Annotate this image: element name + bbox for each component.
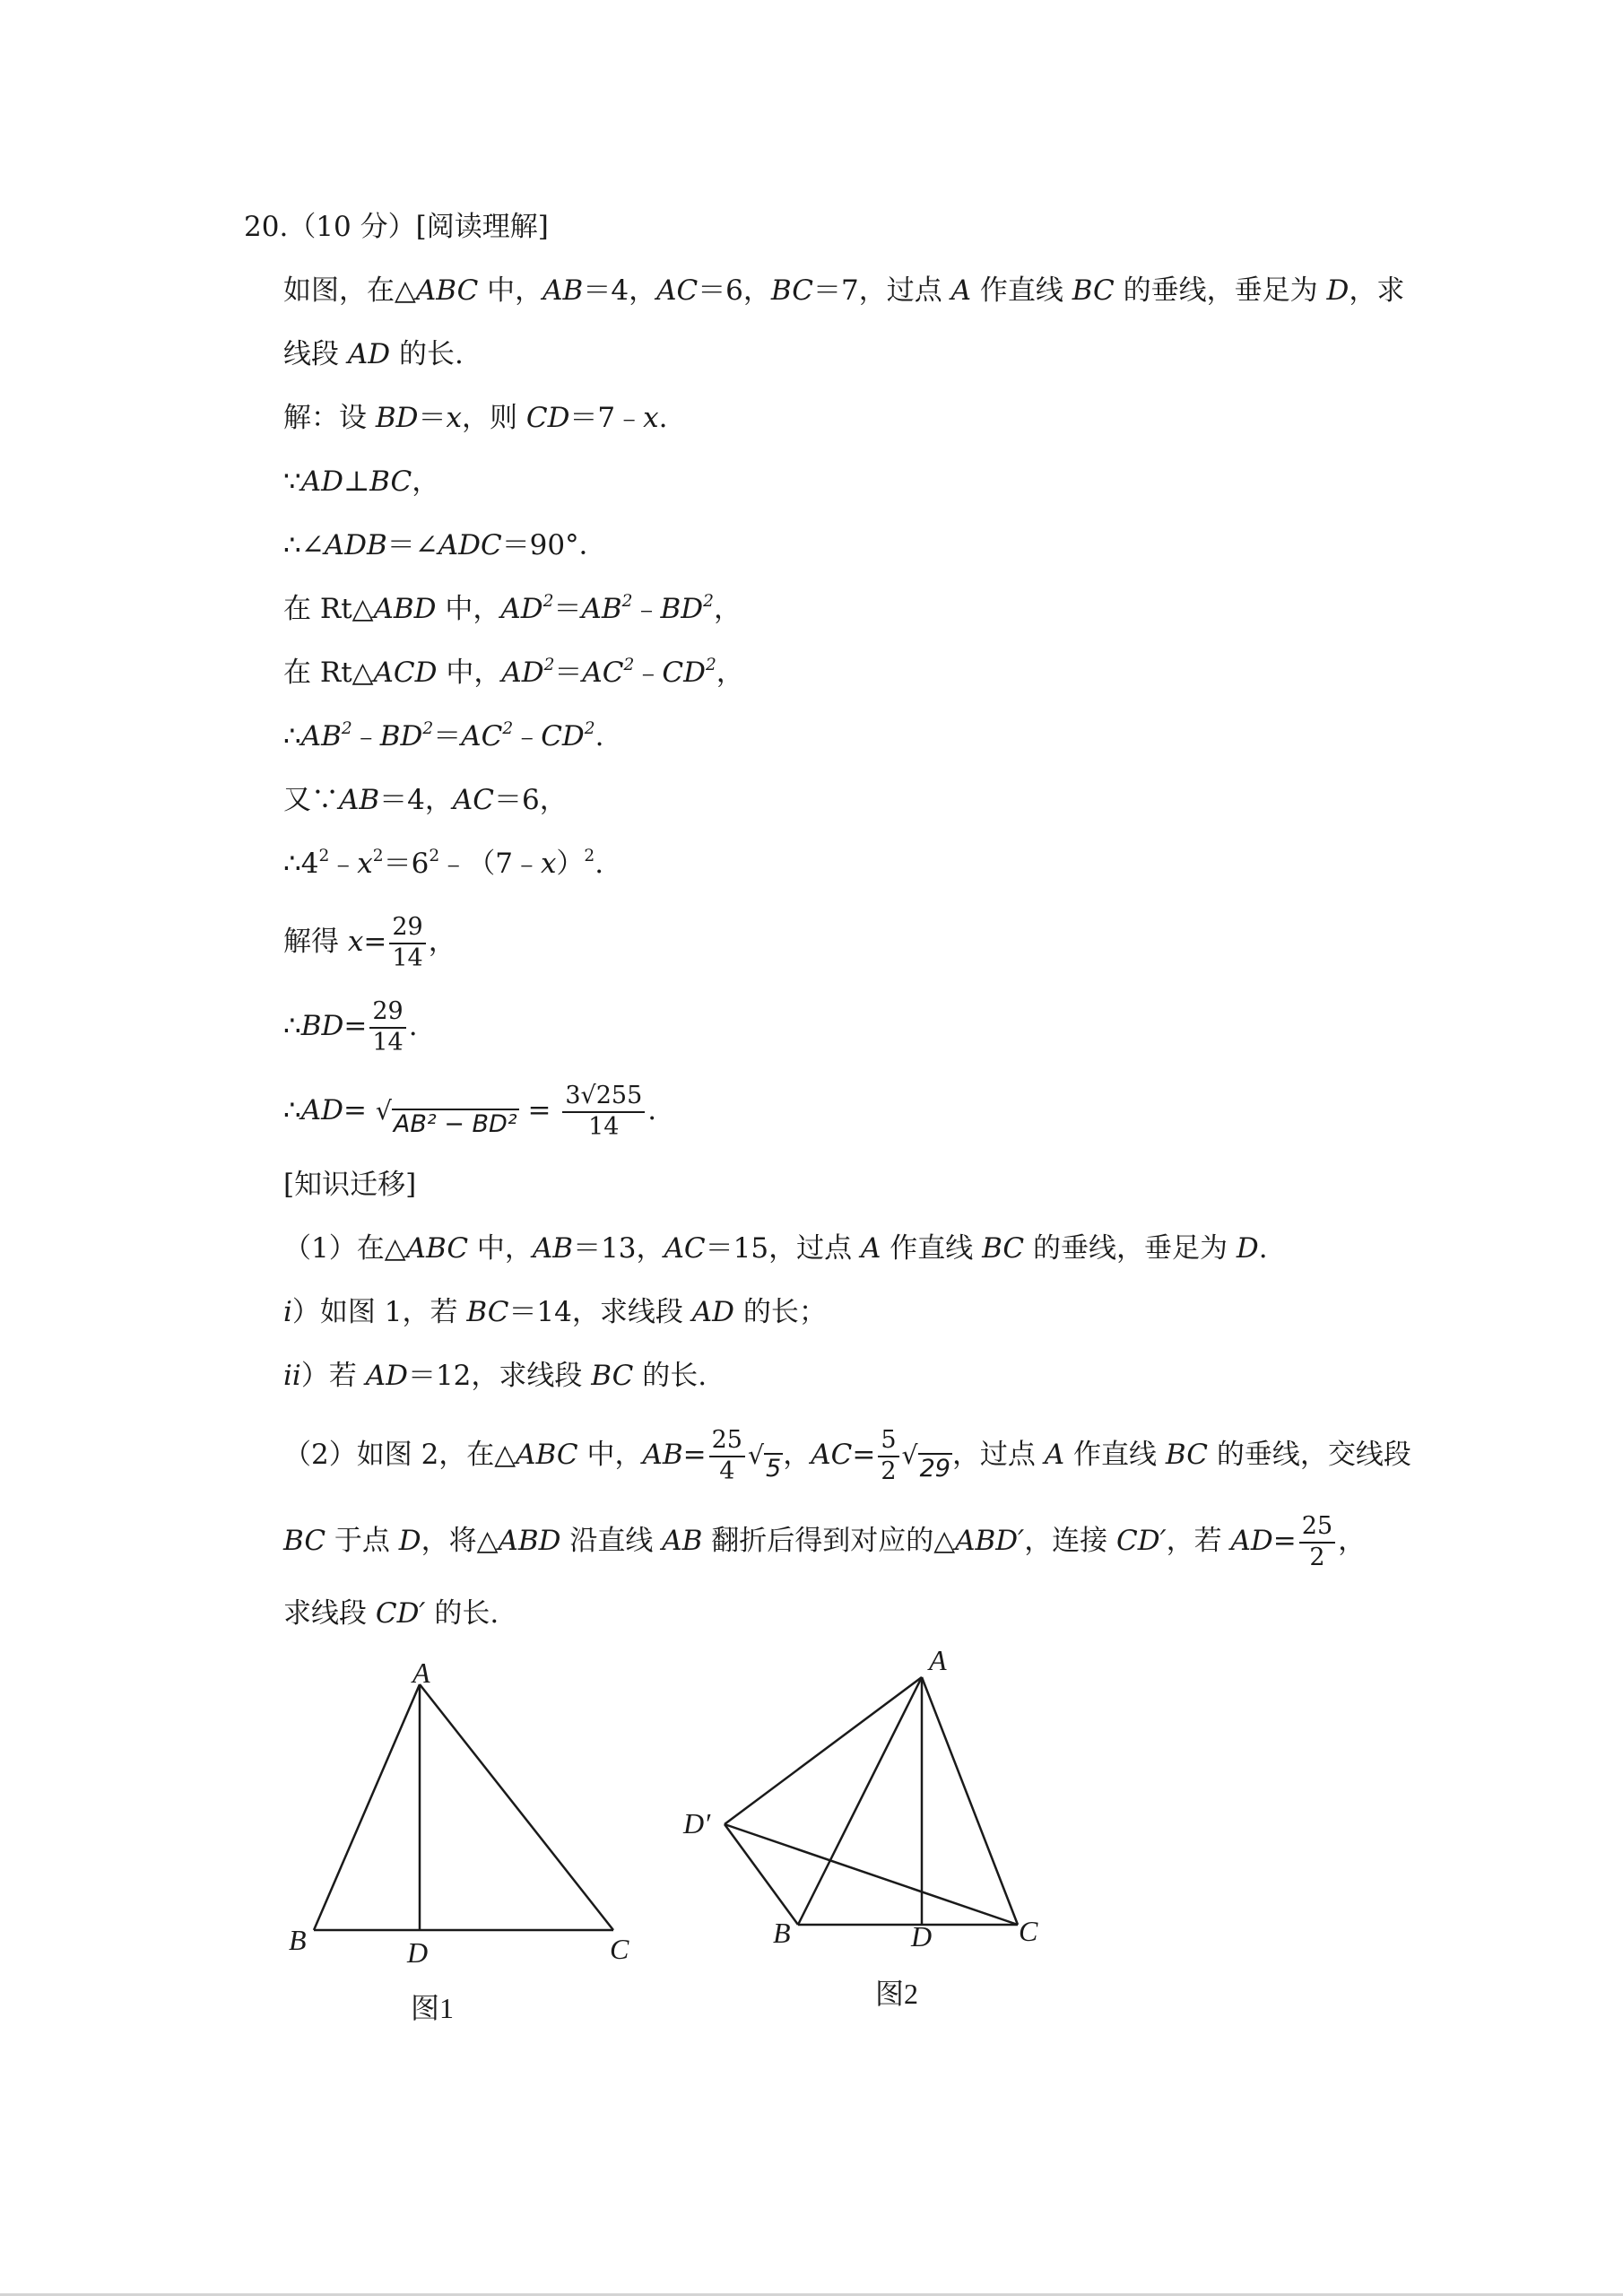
text-run: ＝7﹣ — [569, 402, 644, 434]
transfer-part1-ii: ii）若 AD＝12，求线段 BC 的长. — [283, 1360, 707, 1392]
transfer-part1-i: i）如图 1，若 BC＝14，求线段 AD 的长； — [283, 1296, 827, 1328]
text-run: 的垂线，垂足为 — [1024, 1232, 1237, 1265]
text-run: . — [1258, 1232, 1268, 1265]
sub-label: ii — [283, 1360, 301, 1392]
transfer-part2-line2: BC 于点 D，将△ABD 沿直线 AB 翻折后得到对应的△ABD′，连接 CD′，若 AD= $\frac{25}{2}$ ， — [283, 1512, 1367, 1571]
triangle-name: ABC — [415, 274, 479, 307]
segment-bc: BC — [770, 274, 813, 307]
text-run: 线段 — [283, 338, 348, 370]
solution-line5: 在 Rt△ACD 中，$AD^2=AC^2﹣CD^2$， — [283, 655, 744, 689]
text-run: 作直线 — [881, 1232, 983, 1265]
fraction-5-2 — [878, 1428, 898, 1484]
denominator: 2 — [1309, 1543, 1325, 1571]
solution-line1 — [283, 404, 668, 432]
text-run: 又∵ — [283, 784, 339, 816]
text-run: ）若 — [300, 1360, 366, 1392]
label-b: B — [773, 1917, 791, 1949]
text-run: 求线段 — [283, 1597, 376, 1630]
sqrt-29: √ 29 — [901, 1440, 950, 1483]
denominator: 14 — [372, 1028, 404, 1057]
equation: $AD^2$ — [501, 655, 555, 689]
text-run: ，将△ — [421, 1525, 499, 1557]
text-run: 中， — [437, 657, 502, 689]
text-run: ＝∠ — [386, 529, 438, 561]
transfer-heading: [知识迁移] — [283, 1169, 417, 1201]
text-run: 的垂线，垂足为 — [1114, 274, 1327, 307]
var-x: x — [643, 402, 659, 434]
label-d: D — [911, 1920, 933, 1952]
transfer-part1: （1）在△ABC 中，AB＝13，AC＝15，过点 A 作直线 BC 的垂线，垂足为 D. — [283, 1232, 1268, 1265]
figure-1-caption: 图1 — [411, 1992, 455, 2024]
angle-adc: ADC — [438, 529, 502, 561]
text-run: 中， — [577, 1439, 643, 1471]
radicand: 5 — [766, 1455, 782, 1483]
segment-ac — [420, 1684, 613, 1930]
text-run: ＝7，过点 — [813, 274, 951, 307]
numerator: 25 — [709, 1428, 745, 1457]
solution-line3 — [283, 529, 607, 561]
segment-ac: AC — [656, 274, 699, 307]
label-b: B — [289, 1924, 307, 1956]
point-a: A — [950, 274, 971, 307]
text-run: 作直线 — [970, 274, 1072, 307]
solution-line9: 解得 x= $\frac{29}{14}$ ， — [283, 913, 456, 972]
segment-bd: BD — [375, 402, 419, 434]
text-run: ＝ — [418, 402, 447, 434]
segment-ad: AD — [347, 338, 391, 370]
numerator: 29 — [369, 999, 405, 1028]
text-run: ＝15，过点 — [705, 1232, 861, 1265]
perpendicular-statement: AD⊥BC — [300, 465, 412, 498]
fraction-25-4 — [709, 1428, 745, 1484]
text-run: 的长； — [734, 1296, 827, 1328]
segment-ac — [922, 1677, 1018, 1925]
transfer-part2-line1: （2）如图 2，在△ABC 中，AB= $\frac{25}{4}$ √ 5 ，AC= $\frac{5}{2}$ √ 29 ，过点 A 作直线 BC 的垂线，交线段 — [283, 1426, 1411, 1485]
text-run: 沿直线 — [560, 1525, 663, 1557]
question-points: （10 分） — [288, 211, 416, 243]
text-run: ，求 — [1349, 274, 1405, 307]
fraction-29-14 — [369, 999, 405, 1056]
text-run: （2）如图 2，在△ — [283, 1439, 516, 1471]
text-run: 于点 — [325, 1525, 399, 1557]
denominator: 14 — [588, 1112, 620, 1141]
text-run: 的垂线，交线段 — [1207, 1439, 1411, 1471]
denominator: 4 — [719, 1457, 735, 1485]
solution-line10: ∴BD= $\frac{29}{14}$ . — [283, 997, 418, 1057]
text-run: 在 Rt△ — [283, 593, 374, 625]
text-run: 的长. — [390, 338, 464, 370]
figure-1 — [269, 1659, 664, 2045]
point-d: D — [1326, 274, 1350, 307]
angle-adb: ADB — [324, 529, 387, 561]
label-c: C — [1019, 1915, 1038, 1947]
question-header — [244, 213, 549, 241]
text-run: 解得 — [283, 926, 348, 958]
fraction-29-14 — [389, 915, 425, 971]
text-run: 中， — [468, 1232, 533, 1265]
text-run: 翻折后得到对应的△ — [702, 1525, 956, 1557]
reading-intro-line1 — [283, 274, 1405, 307]
solution-line6: $\therefore AB^2﹣BD^2=AC^2﹣CD^2$. — [283, 718, 604, 752]
numerator: 5 — [878, 1428, 898, 1457]
section-reading-label: [阅读理解] — [415, 211, 549, 243]
solution-line8: $\therefore 4^2﹣x^2=6^2﹣(7﹣x)^2$. — [283, 846, 604, 880]
text-run: ，则 — [461, 402, 526, 434]
text-run: 在 Rt△ — [283, 657, 374, 689]
segment-cd-prime — [725, 1824, 1018, 1925]
sub-label: i — [283, 1296, 292, 1328]
segment-ab — [798, 1677, 922, 1925]
segment-ab: AB — [542, 274, 584, 307]
text-run: 的长. — [425, 1597, 499, 1630]
text-run: 中， — [478, 274, 543, 307]
segment-bd-prime — [725, 1824, 798, 1925]
solution-line11: ∴AD= √ AB² − BD² = $\frac{3√255}{14}$ . — [283, 1082, 657, 1141]
text-run: ＝4， — [583, 274, 657, 307]
label-c: C — [610, 1933, 629, 1965]
solution-line2 — [283, 465, 440, 498]
equation: $AD^2$ — [500, 591, 554, 625]
text-run: ， — [412, 465, 440, 498]
label-d-prime: D′ — [683, 1807, 711, 1839]
segment-ab — [314, 1684, 420, 1930]
label-a: A — [929, 1644, 947, 1676]
label-d: D — [407, 1936, 429, 1969]
var-x: x — [446, 402, 462, 434]
segment-ad-prime-a — [725, 1677, 922, 1824]
triangle-abd: ABD — [373, 593, 437, 625]
therefore-symbol: ∴∠ — [283, 529, 325, 561]
segment-cd: CD — [525, 402, 570, 434]
text-run: （1）在△ — [283, 1232, 406, 1265]
segment-bc: BC — [1072, 274, 1115, 307]
question-number: 20. — [244, 211, 289, 243]
text-run: ＝90°． — [501, 529, 607, 561]
text-run: . — [658, 402, 668, 434]
denominator: 14 — [392, 944, 423, 972]
text-run: 作直线 — [1064, 1439, 1166, 1471]
text-run: ）如图 1，若 — [291, 1296, 467, 1328]
solution-line4: 在 Rt△ABD 中，$AD^2=AB^2﹣BD^2$， — [283, 591, 742, 625]
text-run: ，若 — [1166, 1525, 1231, 1557]
solution-line7: 又∵AB＝4，AC＝6， — [283, 784, 568, 816]
fraction-25-2 — [1299, 1514, 1335, 1570]
sqrt-5: √ 5 — [747, 1440, 782, 1483]
transfer-part2-line3: 求线段 CD′ 的长. — [283, 1597, 499, 1630]
text-run: ＝14，求线段 — [508, 1296, 692, 1328]
text-run: 如图，在△ — [283, 274, 416, 307]
text-run: ＝6， — [698, 274, 771, 307]
figure-2 — [673, 1641, 1094, 2036]
numerator: 3√255 — [562, 1083, 645, 1112]
figure-2-caption: 图2 — [875, 1978, 919, 2010]
fraction-ad-result — [562, 1083, 645, 1140]
text-run: ，连接 — [1024, 1525, 1117, 1557]
reading-intro-line2 — [283, 338, 464, 370]
text-run: 的长. — [633, 1360, 707, 1392]
numerator: 29 — [389, 915, 425, 944]
text-run: ＝13， — [573, 1232, 664, 1265]
sqrt-expression: √ AB² − BD² — [375, 1096, 517, 1139]
radicand: 29 — [919, 1455, 950, 1483]
text-run: ＝12，求线段 — [407, 1360, 592, 1392]
text-run: 中， — [436, 593, 501, 625]
text-run: ，过点 — [951, 1439, 1045, 1471]
because-symbol: ∵ — [283, 465, 301, 498]
label-a: A — [412, 1659, 430, 1689]
text-run: 解：设 — [283, 402, 376, 434]
denominator: 2 — [881, 1457, 897, 1485]
numerator: 25 — [1299, 1514, 1335, 1543]
triangle-acd: ACD — [373, 657, 438, 689]
